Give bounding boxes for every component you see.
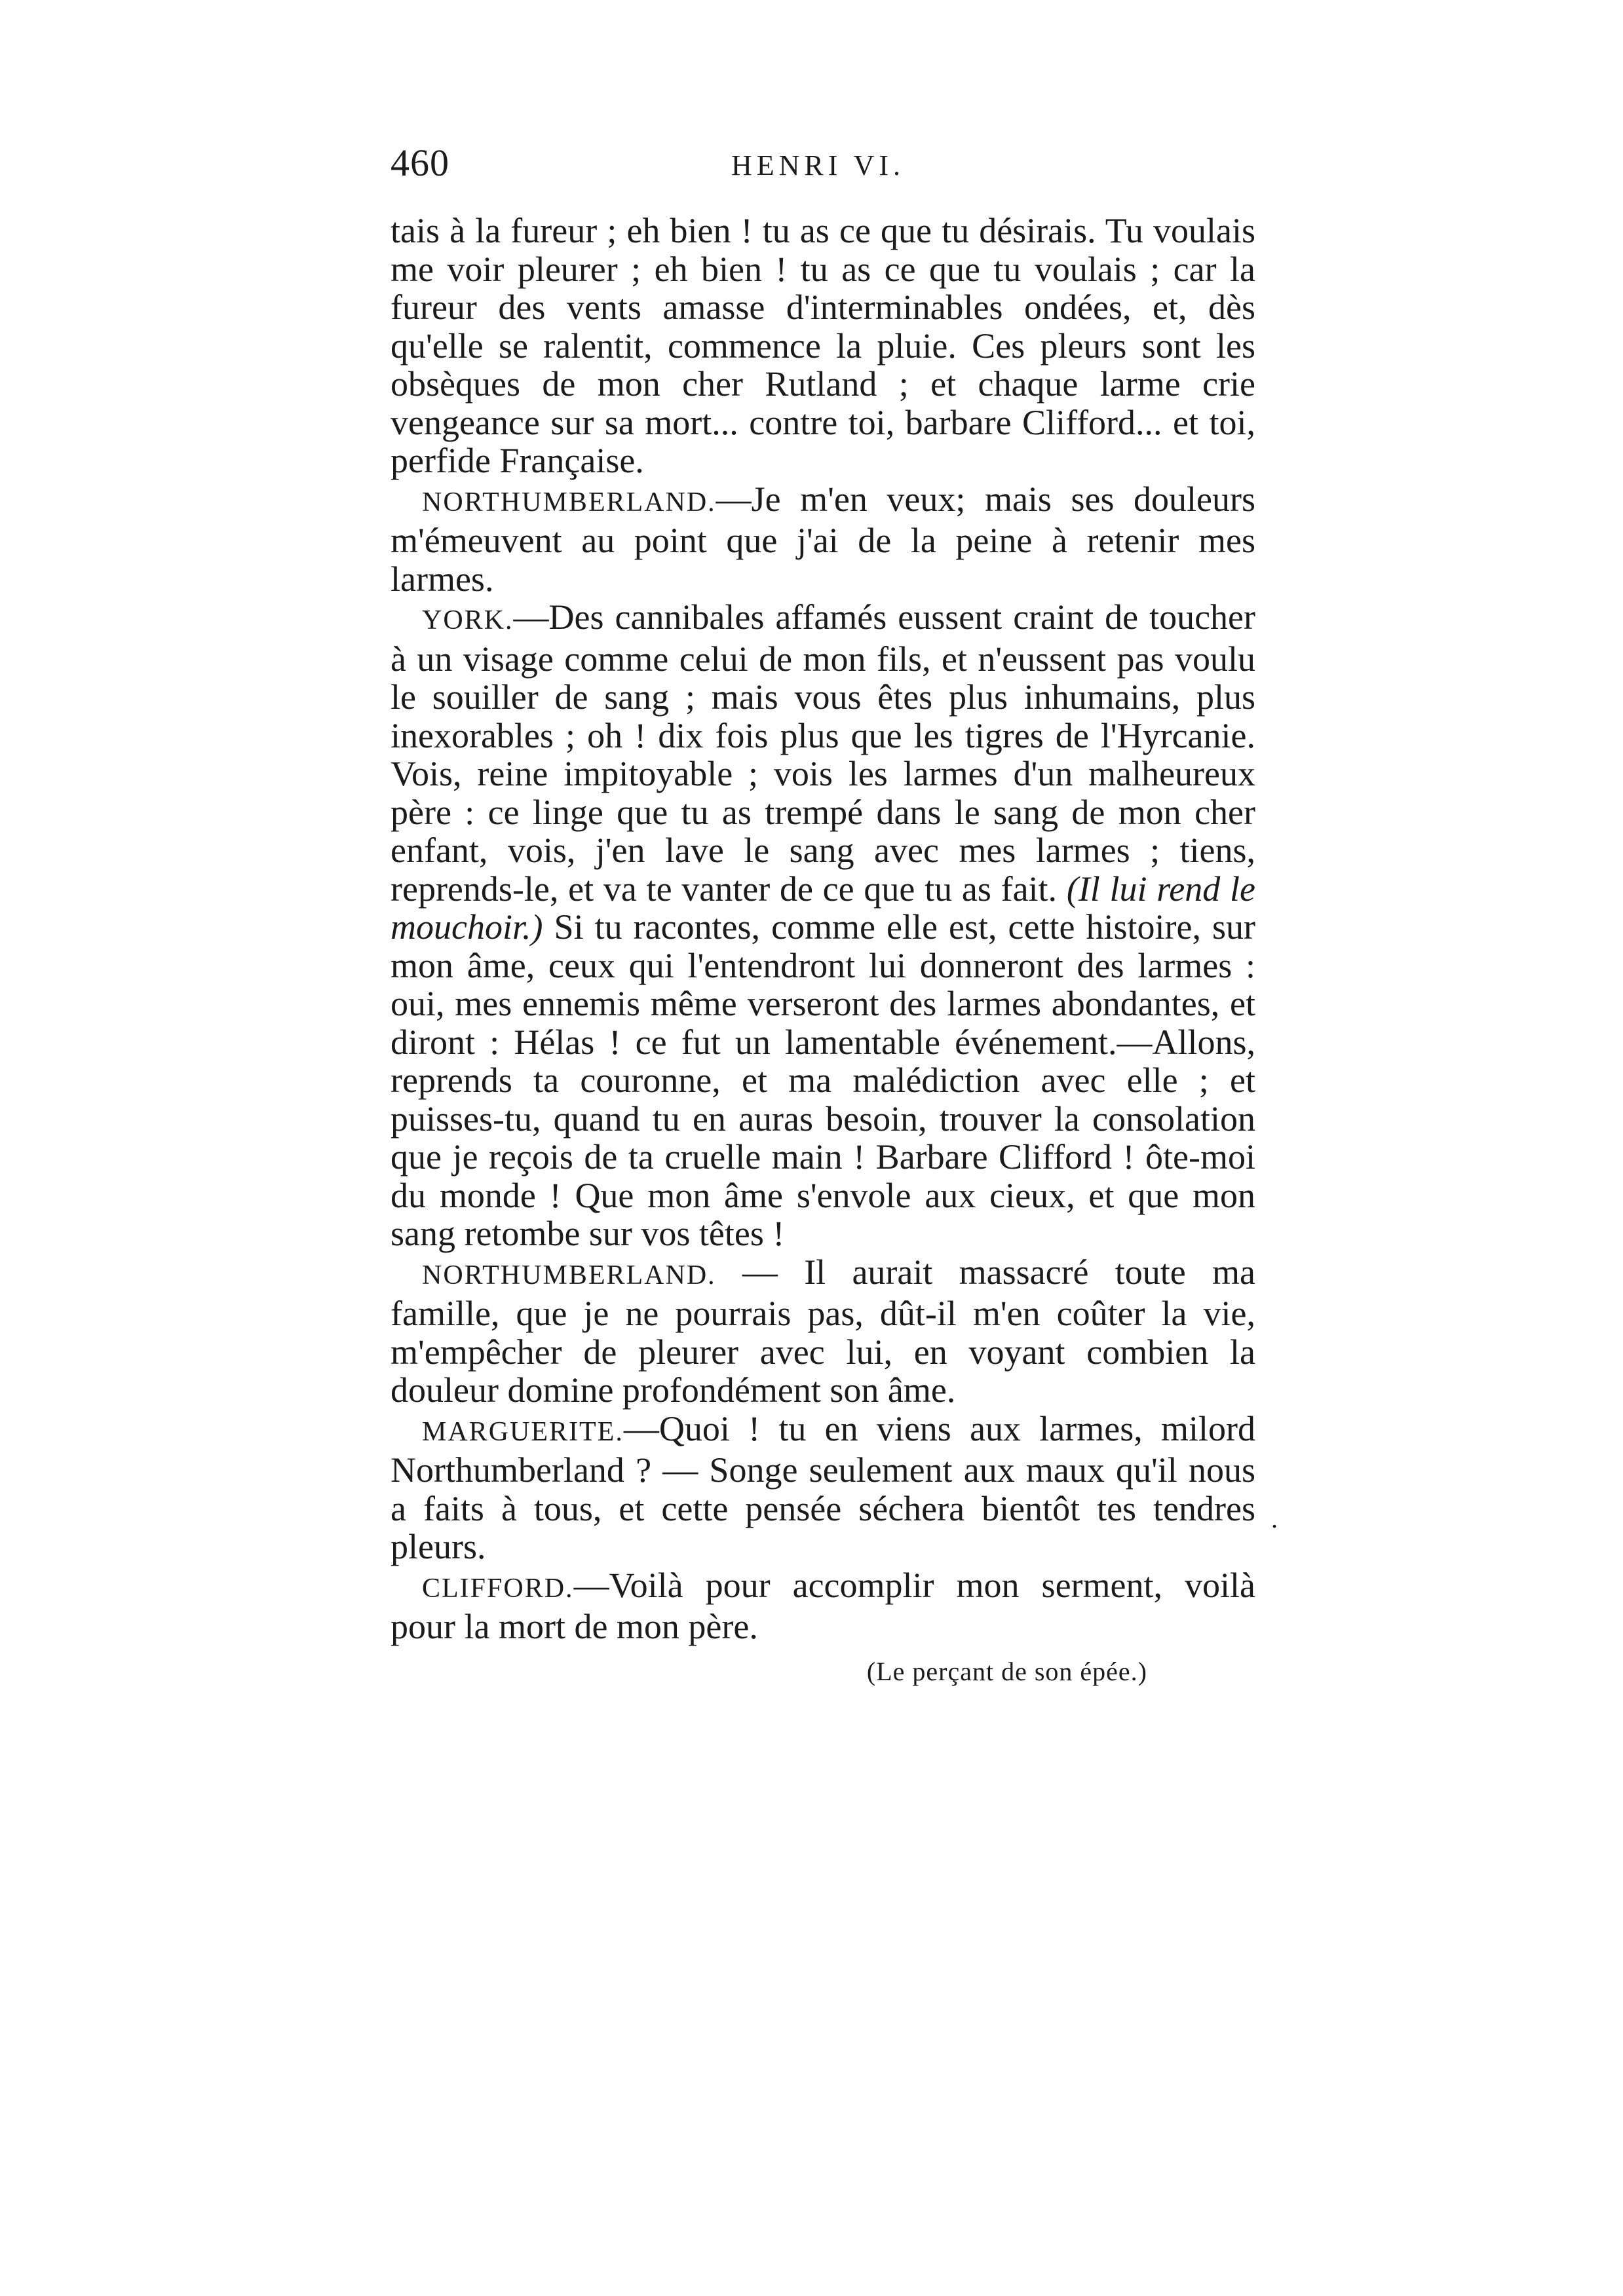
speech-northumberland [391,480,1255,599]
speaker-label: MARGUERITE. [422,1416,624,1447]
speech-york [391,598,1255,1253]
paragraph-text: tais à la fureur ; eh bien ! tu as ce que tu désirais. Tu voulais me voir pleurer ; eh bien ! tu as ce que tu voulais ; car la fureur des vents amasse d'interminables ondées, et, dès qu'elle se ralentit, commence la pluie. Ces pleurs sont les obsèques de mon cher Rutland ; et chaque larme crie vengeance sur sa mort... contre toi, barbare Clifford... et toi, perfide Française. [391,211,1255,480]
speech-text: —Voilà pour accomplir mon serment, voilà pour la mort de mon père. [391,1565,1255,1646]
speaker-label: NORTHUMBERLAND. [422,1260,716,1290]
speech-marguerite [391,1410,1255,1566]
margin-mark: . [1271,1504,1278,1534]
page-header [391,134,1255,193]
speech-clifford [391,1566,1255,1646]
speaker-label: NORTHUMBERLAND. [422,487,716,518]
speech-text: Si tu racontes, comme elle est, cette histoire, sur mon âme, ceux qui l'entendront lui donneront des larmes : oui, mes ennemis même verseront des larmes abondantes, et diront : Hélas ! ce fut un lamentable événement.—Allons, reprends ta couronne, et ma malédiction avec elle ; et puisses-tu, quand tu en auras besoin, trouver la consolation que je reçois de ta cruelle main ! Barbare Clifford ! ôte-moi du monde ! Que mon âme s'envole aux cieux, et que mon sang retombe sur vos têtes ! [391,907,1255,1253]
stage-direction: (Il lui rend le mouchoir.) [391,869,1255,947]
paragraph-continuation [391,212,1255,480]
page-number: 460 [391,141,449,184]
speech-text: —Quoi ! tu en viens aux larmes, milord Northumberland ? — Songe seulement aux maux qu'il nous a faits à tous, et cette pensée séchera bientôt tes tendres pleurs. [391,1408,1255,1566]
running-title: HENRI VI. [731,149,906,181]
final-stage-direction: (Le perçant de son épée.) [866,1656,1147,1686]
speech-text: —Je m'en veux; mais ses douleurs m'émeuvent au point que j'ai de la peine à retenir mes larmes. [391,479,1255,599]
speaker-label: CLIFFORD. [422,1573,574,1604]
speaker-label: YORK. [422,605,514,635]
speech-text: — Il aurait massacré toute ma famille, que je ne pourrais pas, dût-il m'en coûter la vie, m'empêcher de pleurer avec lui, en voyant combien la douleur domine profondément son âme. [391,1252,1255,1410]
body-text [391,212,1255,1691]
speech-text: —Des cannibales affamés eussent craint de toucher à un visage comme celui de mon fils, et n'eussent pas voulu le souiller de sang ; mais vous êtes plus inhumains, plus inexorables ; oh ! dix fois plus que les tigres de l'Hyrcanie. Vois, reine impitoyable ; vois les larmes d'un malheureux père : ce linge que tu as trempé dans le sang de mon cher enfant, vois, j'en lave le sang avec mes larmes ; tiens, reprends-le, et va te vanter de ce que tu as fait. [391,597,1255,909]
speech-northumberland [391,1253,1255,1410]
